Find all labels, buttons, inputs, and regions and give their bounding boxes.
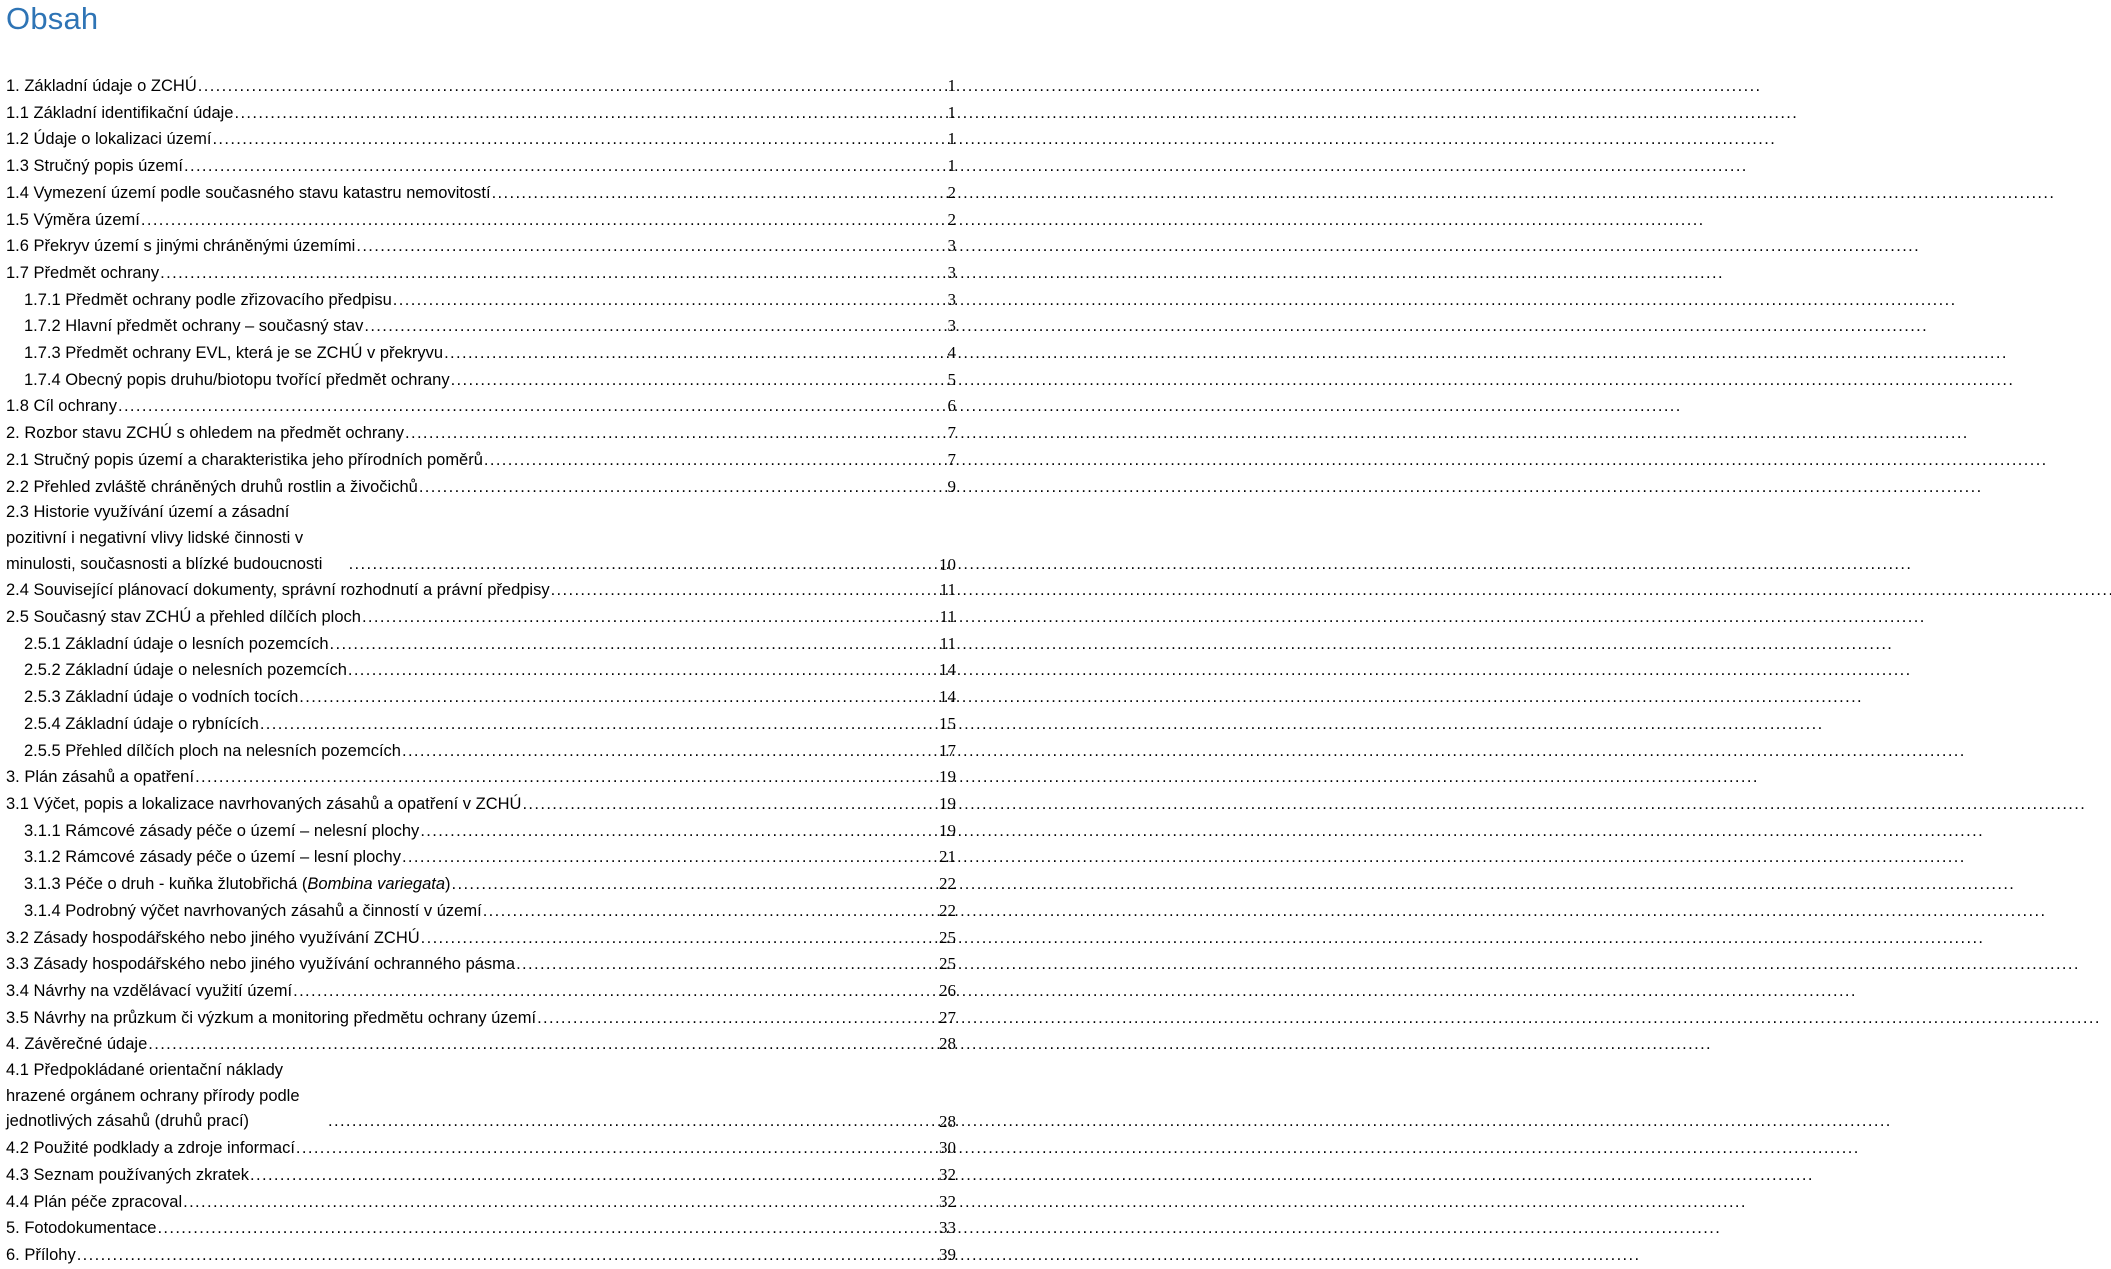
toc-dot-leader: [364, 314, 945, 340]
toc-page-number: 26: [939, 980, 956, 1000]
toc-entry-title: 3.4 Návrhy na vzdělávací využití území: [6, 981, 293, 1000]
toc-page-number: 39: [939, 1244, 956, 1264]
toc-dot-leader: [484, 448, 946, 474]
toc-page-number: 17: [939, 740, 956, 760]
toc-entry[interactable]: [6, 367, 960, 394]
toc-page-number: 33: [939, 1218, 956, 1238]
toc-entry-title: 4.4 Plán péče zpracoval: [6, 1192, 183, 1211]
toc-dot-leader: [157, 1216, 937, 1242]
toc-entry[interactable]: [6, 657, 960, 684]
toc-page-number: 28: [939, 1112, 956, 1132]
toc-page-number: 10: [939, 554, 956, 574]
toc-dot-leader: [420, 819, 937, 845]
toc-entry[interactable]: [6, 1189, 960, 1216]
toc-page-number: 14: [939, 660, 956, 680]
toc-entry[interactable]: [6, 951, 960, 978]
toc-entry-title: 1.7.1 Předmět ochrany podle zřizovacího předpisu: [24, 290, 392, 309]
toc-entry[interactable]: [6, 1135, 960, 1162]
toc-entry[interactable]: [6, 1058, 960, 1135]
toc-entry[interactable]: [6, 1215, 960, 1242]
toc-entry[interactable]: [6, 711, 960, 738]
toc-dot-leader: [483, 899, 937, 925]
toc-dot-leader: [419, 475, 946, 501]
toc-page-number: 32: [939, 1164, 956, 1184]
toc-page-number: 25: [939, 927, 956, 947]
toc-entry[interactable]: [6, 764, 960, 791]
toc-entry-title: 1.6 Překryv území s jinými chráněnými územími: [6, 237, 356, 256]
toc-page-number: 30: [939, 1138, 956, 1158]
toc-page-number: 27: [939, 1007, 956, 1027]
toc-dot-leader: [421, 926, 937, 952]
toc-entry-title: 3.1.4 Podrobný výčet navrhovaných zásahů a činností v území: [24, 901, 482, 920]
toc-entry[interactable]: [6, 1031, 960, 1058]
toc-entry-title: 1. Základní údaje o ZCHÚ: [6, 77, 197, 95]
toc-dot-leader: [356, 234, 945, 260]
toc-entry-title-part: ): [445, 875, 451, 894]
toc-entry[interactable]: [6, 393, 960, 420]
toc-entry-title: 5. Fotodokumentace: [6, 1219, 157, 1238]
toc-entry[interactable]: [6, 1005, 960, 1032]
toc-entry[interactable]: [6, 500, 960, 577]
toc-entry[interactable]: [6, 791, 960, 818]
toc-entry[interactable]: [6, 233, 960, 260]
toc-entry-title: 4.1 Předpokládané orientační náklady hrazené orgánem ochrany přírody podle jednotlivých zásahů (druhů prací): [6, 1061, 300, 1131]
toc-page-number: 4: [947, 343, 956, 363]
toc-page-number: 25: [939, 954, 956, 974]
toc-page-number: 19: [939, 820, 956, 840]
toc-entry[interactable]: [6, 100, 960, 127]
toc-entry[interactable]: [6, 871, 960, 898]
toc-entry-title: 2.3 Historie využívání území a zásadní pozitivní i negativní vlivy lidské činnosti v minulosti, současnosti a blízké budoucnosti: [6, 503, 323, 573]
toc-entry-title: 2.1 Stručný popis území a charakteristika jeho přírodních poměrů: [6, 450, 483, 469]
toc-entry-title-part: 3.1.3 Péče o druh - kuňka žlutobřichá (: [24, 875, 308, 894]
toc-entry-title: 1.1 Základní identifikační údaje: [6, 103, 234, 122]
toc-dot-leader: [160, 261, 945, 287]
toc-entry-title: 6. Přílohy: [6, 1245, 76, 1264]
toc-dot-leader: [183, 1190, 937, 1216]
toc-page-number: 11: [939, 633, 956, 653]
toc-entry[interactable]: [6, 604, 960, 631]
toc-page-number: 2: [947, 209, 956, 229]
toc-entry[interactable]: [6, 631, 960, 658]
toc-dot-leader: [444, 341, 945, 367]
toc-page-number: 1: [947, 76, 956, 95]
toc-dot-leader: [402, 739, 937, 765]
toc-entry[interactable]: [6, 287, 960, 314]
toc-entry-title: 4.2 Použité podklady a zdroje informací: [6, 1139, 295, 1158]
toc-dot-leader: [393, 288, 946, 314]
toc-entry[interactable]: [6, 738, 960, 765]
toc-page-number: 21: [939, 847, 956, 867]
toc-dot-leader: [234, 101, 945, 127]
toc-entry[interactable]: [6, 1162, 960, 1189]
toc-entry-title: 2.5.1 Základní údaje o lesních pozemcích: [24, 634, 329, 653]
toc-entry-title: 1.3 Stručný popis území: [6, 157, 184, 176]
toc-entry[interactable]: [6, 844, 960, 871]
toc-entry-title: 3.1.2 Rámcové zásady péče o území – lesní plochy: [24, 848, 401, 867]
toc-entry-title: [24, 872, 451, 898]
toc-dot-leader: [452, 872, 937, 898]
toc-entry-title: 4. Závěrečné údaje: [6, 1035, 148, 1054]
toc-entry[interactable]: [6, 313, 960, 340]
toc-entry[interactable]: [6, 260, 960, 287]
toc-page-number: 9: [947, 476, 956, 496]
toc-entry[interactable]: [6, 73, 960, 100]
toc-page-number: 3: [947, 262, 956, 282]
toc-page-number: 3: [947, 316, 956, 336]
toc-dot-leader: [537, 1006, 937, 1032]
toc-page-number: 3: [947, 289, 956, 309]
toc-page-number: 14: [939, 687, 956, 707]
toc-entry-title: 4.3 Seznam používaných zkratek: [6, 1165, 250, 1184]
toc-entry-title: 3.3 Zásady hospodářského nebo jiného využívání ochranného pásma: [6, 955, 516, 974]
toc-entry-title: 1.7.2 Hlavní předmět ochrany – současný stav: [24, 317, 364, 336]
toc-dot-leader: [148, 1032, 937, 1058]
toc-page-number: 7: [947, 423, 956, 443]
toc-dot-leader: [293, 979, 937, 1005]
toc-entry-title: 2.5.2 Základní údaje o nelesních pozemcích: [24, 661, 347, 680]
toc-entry-title: 2.5.3 Základní údaje o vodních tocích: [24, 688, 299, 707]
toc-dot-leader: [141, 208, 946, 234]
toc-entry[interactable]: [6, 474, 960, 501]
toc-dot-leader: [195, 765, 937, 791]
toc-dot-leader: [348, 658, 937, 684]
toc-page-number: 15: [939, 713, 956, 733]
toc-page-number: 1: [947, 102, 956, 122]
toc-dot-leader: [330, 632, 938, 658]
toc-dot-leader: [516, 952, 937, 978]
toc-dot-leader: [551, 578, 938, 604]
toc-entry[interactable]: [6, 420, 960, 447]
toc-entry-title: 1.7 Předmět ochrany: [6, 263, 160, 282]
toc-entry[interactable]: [6, 207, 960, 234]
toc-entry[interactable]: [6, 180, 960, 207]
toc-entry[interactable]: [6, 577, 960, 604]
toc-entry-title: 2.2 Přehled zvláště chráněných druhů rostlin a živočichů: [6, 477, 418, 496]
toc-dot-leader: [522, 792, 937, 818]
toc-entry-title: 3. Plán zásahů a opatření: [6, 768, 195, 787]
toc-page-number: 19: [939, 767, 956, 787]
toc-entry-title: 1.4 Vymezení území podle současného stavu katastru nemovitostí: [6, 183, 491, 202]
toc-entry-title-italic: Bombina variegata: [307, 875, 446, 894]
toc-page-number: 19: [939, 793, 956, 813]
toc-entry-title: 1.5 Výměra území: [6, 210, 140, 229]
toc-entry[interactable]: [6, 898, 960, 925]
toc-entry-title: 3.1 Výčet, popis a lokalizace navrhovaných zásahů a opatření v ZCHÚ: [6, 794, 522, 813]
toc-page-number: 7: [947, 449, 956, 469]
toc-entry-title: 2.5.4 Základní údaje o rybnících: [24, 714, 259, 733]
toc-page-number: 1: [947, 156, 956, 176]
toc-entry-title: 2.5 Současný stav ZCHÚ a přehled dílčích ploch: [6, 608, 361, 627]
toc-page-number: 11: [939, 607, 956, 627]
toc-page-number: 3: [947, 236, 956, 256]
toc-entry[interactable]: [6, 818, 960, 845]
toc-page-number: 28: [939, 1034, 956, 1054]
toc-entry[interactable]: [6, 126, 960, 153]
toc-entry[interactable]: [6, 447, 960, 474]
toc-entry[interactable]: [6, 925, 960, 952]
toc-page-number: 32: [939, 1191, 956, 1211]
toc-dot-leader: [184, 154, 945, 180]
toc-entry-title: 3.2 Zásady hospodářského nebo jiného využívání ZCHÚ: [6, 928, 420, 947]
toc-page-number: 5: [947, 369, 956, 389]
toc-entry[interactable]: [6, 340, 960, 367]
toc-entry-title: 2.5.5 Přehled dílčích ploch na nelesních pozemcích: [24, 741, 401, 760]
toc-entry-title: 2.4 Související plánovací dokumenty, správní rozhodnutí a právní předpisy: [6, 581, 550, 600]
toc-dot-leader: [328, 1109, 937, 1135]
toc-entry[interactable]: [6, 684, 960, 711]
toc-entry-title: 3.1.1 Rámcové zásady péče o území – nelesní plochy: [24, 821, 420, 840]
toc-dot-leader: [405, 421, 945, 447]
toc-entry[interactable]: [6, 978, 960, 1005]
toc-dot-leader: [492, 181, 946, 207]
toc-entry[interactable]: [6, 153, 960, 180]
toc-dot-leader: [362, 605, 938, 631]
toc-dot-leader: [212, 127, 945, 153]
toc-page-number: 22: [939, 874, 956, 894]
toc-dot-leader: [402, 845, 937, 871]
toc-dot-leader: [296, 1136, 937, 1162]
toc-entry-title: 1.2 Údaje o lokalizaci území: [6, 130, 212, 149]
toc-page-number: 1: [947, 129, 956, 149]
toc-page-number: 2: [947, 182, 956, 202]
toc-page-number: 6: [947, 396, 956, 416]
toc-page-number: 22: [939, 900, 956, 920]
toc-dot-leader: [299, 685, 937, 711]
toc-dot-leader: [198, 74, 946, 100]
table-of-contents: [6, 73, 960, 1269]
toc-entry[interactable]: [6, 1242, 960, 1269]
page-title: Obsah: [6, 1, 99, 36]
toc-dot-leader: [250, 1163, 937, 1189]
toc-dot-leader: [118, 394, 946, 420]
toc-dot-leader: [260, 712, 937, 738]
toc-entry-title: 1.8 Cíl ochrany: [6, 397, 117, 416]
toc-entry-title: 2. Rozbor stavu ZCHÚ s ohledem na předmět ochrany: [6, 424, 405, 443]
toc-page-number: 11: [939, 580, 956, 600]
toc-dot-leader: [349, 552, 937, 578]
toc-dot-leader: [77, 1243, 937, 1269]
toc-entry-title: 3.5 Návrhy na průzkum či výzkum a monitoring předmětu ochrany území: [6, 1008, 537, 1027]
toc-entry-title: 1.7.4 Obecný popis druhu/biotopu tvořící předmět ochrany: [24, 370, 450, 389]
toc-dot-leader: [451, 368, 946, 394]
toc-entry-title: 1.7.3 Předmět ochrany EVL, která je se ZCHÚ v překryvu: [24, 344, 444, 363]
